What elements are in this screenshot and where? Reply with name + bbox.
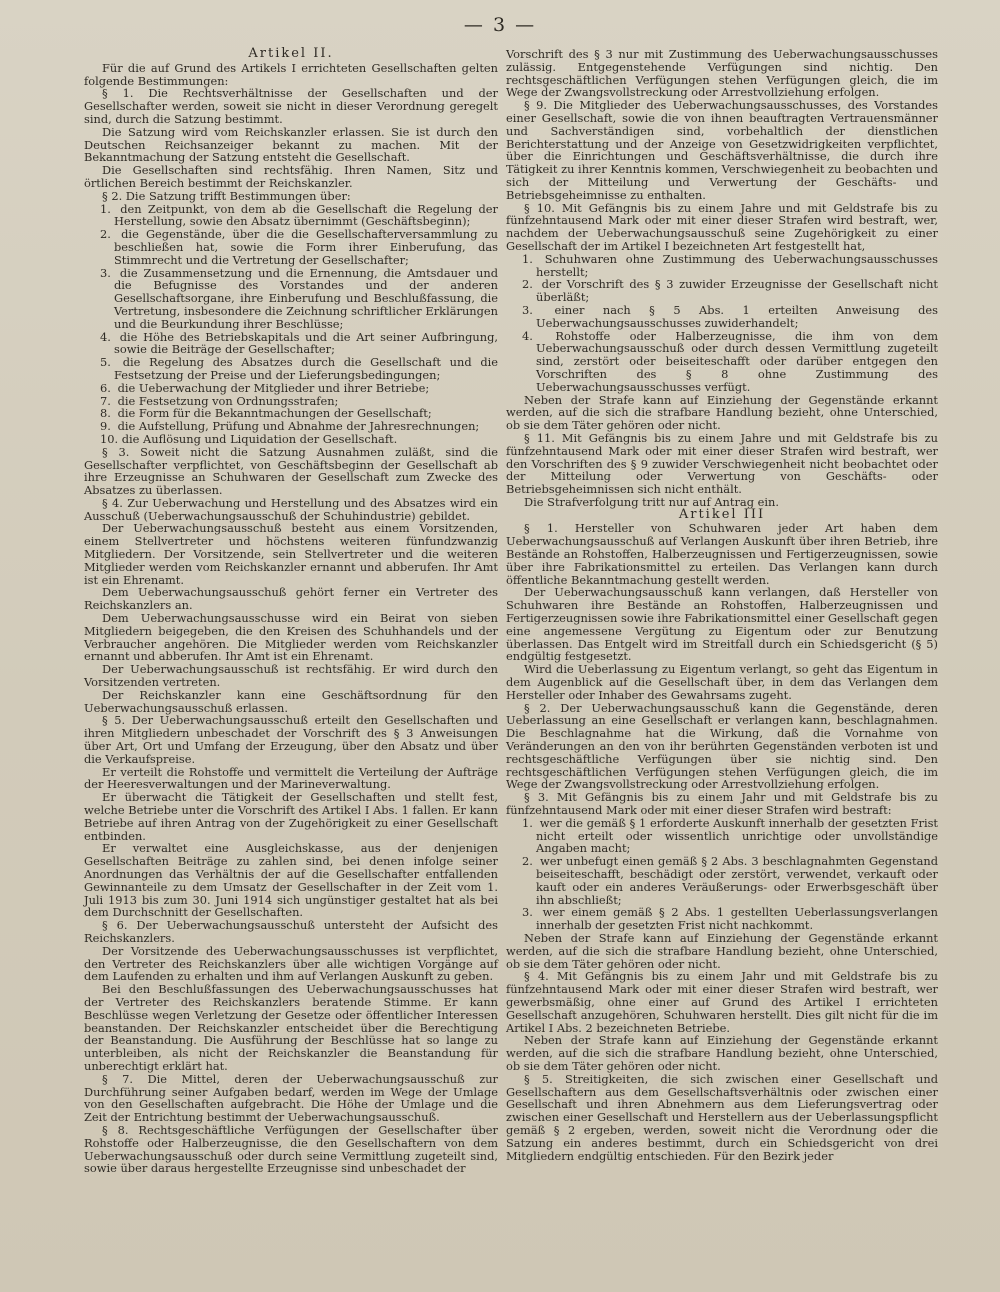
list-number: 2. [522, 854, 533, 869]
left-column [84, 48, 498, 1175]
list-number: 4. [522, 328, 533, 343]
list-text: wer die gemäß § 1 erforderte Auskunft innerhalb der gesetzten Frist nicht erteilt oder wissentlich unrichtige oder unvollständige Angaben macht; [536, 815, 939, 856]
list-text: wer unbefugt einen gemäß § 2 Abs. 3 beschlagnahmten Gegenstand beiseiteschafft, beschädigt oder zerstört, verwendet, verkauft oder kauft oder ein anderes Veräußerungs- oder Erwerbsgeschäft über ihn abschließt; [536, 854, 938, 907]
paragraph: Der Reichskanzler kann eine Geschäftsordnung für den Ueberwachungsausschuß erlassen. [84, 687, 498, 715]
list-item [506, 253, 938, 279]
list-item [84, 331, 498, 357]
paragraph: § 4. Mit Gefängnis bis zu einem Jahr und mit Geldstrafe bis zu fünfzehntausend Mark oder mit einer dieser Strafen wird bestraft, wer gewerbsmäßig, ohne einer auf Grund des Artikel I errichteten Gesellschaft anzugehören, Schuhwaren herstellt. Dies gilt nicht für die im Artikel I Abs. 2 bezeichneten Betriebe. [506, 969, 938, 1035]
list-number: 1. [522, 815, 533, 830]
list-number: 5. [100, 355, 111, 370]
list-number: 9. [100, 419, 111, 434]
list-number: 7. [100, 393, 111, 408]
paragraph: § 3. Mit Gefängnis bis zu einem Jahr und mit Geldstrafe bis zu fünfzehntausend Mark oder mit einer dieser Strafen wird bestraft: [506, 790, 938, 818]
paragraph: § 10. Mit Gefängnis bis zu einem Jahre und mit Geldstrafe bis zu fünfzehntausend Mark oder mit einer dieser Strafen wird bestraft, wer, nachdem der Ueberwachungsausschuß seine Zugehörigkeit zu einer Gesellschaft der im Artikel I bezeichneten Art festgestellt hat, [506, 200, 938, 253]
paragraph: Der Ueberwachungsausschuß besteht aus einem Vorsitzenden, einem Stellvertreter und höchstens weiteren fünfundzwanzig Mitgliedern. Der Vorsitzende, sein Stellvertreter und die weiteren Mitglieder werden vom Reichskanzler ernannt und abberufen. Ihr Amt ist ein Ehrenamt. [84, 521, 498, 587]
list-text: die Aufstellung, Prüfung und Abnahme der Jahresrechnungen; [117, 419, 480, 434]
page-number: — 3 — [463, 14, 537, 36]
list-item [84, 267, 498, 331]
list-item [506, 278, 938, 304]
list-number: 3. [100, 265, 111, 280]
list-text: die Höhe des Betriebskapitals und die Art seiner Aufbringung, sowie die Beiträge der Gesellschafter; [114, 329, 498, 357]
paragraph: § 1. Hersteller von Schuhwaren jeder Art haben dem Ueberwachungsausschuß auf Verlangen Auskunft über ihren Betrieb, ihre Bestände an Rohstoffen, Halberzeugnissen und Fertigerzeugnissen, sowie über ihre Fabrikationsmittel zu erteilen. Das Verlangen kann durch öffentliche Bekanntmachung gestellt werden. [506, 521, 938, 587]
paragraph: § 9. Die Mitglieder des Ueberwachungsausschusses, des Vorstandes einer Gesellschaft, sowie die von ihnen beauftragten Vertrauensmänner und Sachverständigen sind, vorbehaltlich der dienstlichen Berichterstattung und der Anzeige von Gesetzwidrigkeiten verpflichtet, über die Einrichtungen und Geschäftsverhältnisse, die durch ihre Tätigkeit zu ihrer Kenntnis kommen, Verschwiegenheit zu beobachten und sich der Mitteilung und Verwertung der Geschäfts- und Betriebsgeheimnisse zu enthalten. [506, 98, 938, 202]
list-text: Rohstoffe oder Halberzeugnisse, die ihm von dem Ueberwachungsausschuß oder durch dessen Vermittlung zugeteilt sind, zerstört oder beiseiteschafft oder darüber entgegen den Vorschriften des § 8 ohne Zustimmung des Ueberwachungsausschusses verfügt. [536, 328, 938, 394]
list-text: die Gegenstände, über die die Gesellschafterversammlung zu beschließen hat, sowie die Form ihrer Einberufung, das Stimmrecht und die Vertretung der Gesellschafter; [114, 227, 499, 267]
list-text: wer einem gemäß § 2 Abs. 1 gestellten Ueberlassungsverlangen innerhalb der gesetzten Frist nicht nachkommt. [536, 905, 938, 933]
list-number: 4. [100, 329, 111, 344]
paragraph: Der Vorsitzende des Ueberwachungsausschusses ist verpflichtet, den Vertreter des Reichskanzlers über alle wichtigen Vorgänge auf dem Laufenden zu erhalten und ihm auf Verlangen Auskunft zu geben. [84, 943, 498, 984]
list-number: 2. [100, 227, 111, 242]
article-heading: Artikel II. [248, 46, 334, 61]
paragraph: Neben der Strafe kann auf Einziehung der Gegenstände erkannt werden, auf die sich die strafbare Handlung bezieht, ohne Unterschied, ob sie dem Täter gehören oder nicht. [506, 1033, 938, 1073]
list-number: 1. [522, 251, 533, 266]
list-text: die Zusammensetzung und die Ernennung, die Amtsdauer und die Befugnisse des Vorstandes und der anderen Gesellschaftsorgane, ihre Einberufung und Beschlußfassung, die Vertretung, insbesondere die Zeichnung schriftlicher Erklärungen und die Beurkundung ihrer Beschlüsse; [114, 265, 498, 331]
list-number: 3. [522, 905, 533, 920]
paragraph: Er überwacht die Tätigkeit der Gesellschaften und stellt fest, welche Betriebe unter die Vorschrift des Artikel I Abs. 1 fallen. Er kann Betriebe auf ihren Antrag von der Zugehörigkeit zu einer Gesellschaft entbinden. [84, 790, 498, 843]
paragraph: Wird die Ueberlassung zu Eigentum verlangt, so geht das Eigentum in dem Augenblick auf die Gesellschaft über, in dem das Verlangen dem Hersteller oder Inhaber des Gewahrsams zugeht. [506, 662, 938, 702]
paragraph: Bei den Beschlußfassungen des Ueberwachungsausschusses hat der Vertreter des Reichskanzlers beratende Stimme. Er kann Beschlüsse wegen Verletzung der Gesetze oder öffentlicher Interessen beanstanden. Der Reichskanzler entscheidet über die Berechtigung der Beanstandung. Die Ausführung der Beschlüsse hat so lange zu unterbleiben, als nicht der Reichskanzler die Beanstandung für unberechtigt erklärt hat. [84, 982, 498, 1073]
list-item [84, 356, 498, 382]
paragraph: Neben der Strafe kann auf Einziehung der Gegenstände erkannt werden, auf die sich die strafbare Handlung bezieht, ohne Unterschied, ob sie dem Täter gehören oder nicht. [506, 930, 938, 971]
list-item [84, 203, 498, 229]
paragraph: § 2. Die Satzung trifft Bestimmungen über: [102, 188, 351, 203]
paragraph: Der Ueberwachungsausschuß ist rechtsfähig. Er wird durch den Vorsitzenden vertreten. [84, 662, 498, 690]
list-number: 8. [100, 406, 111, 421]
list-item [506, 855, 938, 906]
list-number: 6. [100, 380, 111, 395]
list-number: 2. [522, 277, 533, 292]
paragraph: § 3. Soweit nicht die Satzung Ausnahmen zuläßt, sind die Gesellschafter verpflichtet, von Geschäftsbeginn der Gesellschaft ab ihre Erzeugnisse an Schuhwaren der Gesellschaft zum Zwecke des Absatzes zu überlassen. [84, 444, 498, 498]
paragraph: Neben der Strafe kann auf Einziehung der Gegenstände erkannt werden, auf die sich die strafbare Handlung bezieht, ohne Unterschied, ob sie dem Täter gehören oder nicht. [506, 392, 938, 433]
paragraph: § 11. Mit Gefängnis bis zu einem Jahre und mit Geldstrafe bis zu fünfzehntausend Mark oder mit einer dieser Strafen wird bestraft, wer den Vorschriften des § 9 zuwider Verschwiegenheit nicht beobachtet oder der Mitteilung oder Verwertung von Geschäfts- oder Betriebsgeheimnissen sich nicht enthält. [506, 430, 938, 497]
list-item [506, 304, 938, 330]
paragraph: Er verwaltet eine Ausgleichskasse, aus der denjenigen Gesellschaften Beiträge zu zahlen sind, bei denen infolge seiner Anordnungen das Verhältnis der auf die Gesellschafter entfallenden Gewinnanteile zu dem Umsatz der Gesellschafter in der Zeit vom 1. Juli 1913 bis zum 30. Juni 1914 sich ungünstiger gestaltet hat als bei dem Durchschnitt der Gesellschaften. [84, 841, 498, 920]
paragraph: § 7. Die Mittel, deren der Ueberwachungsausschuß zur Durchführung seiner Aufgaben bedarf, werden im Wege der Umlage von den Gesellschaften aufgebracht. Die Höhe der Umlage und die Zeit der Entrichtung bestimmt der Ueberwachungsausschuß. [84, 1071, 498, 1125]
paragraph: Vorschrift des § 3 nur mit Zustimmung des Ueberwachungsausschusses zulässig. Entgegenstehende Verfügungen sind nichtig. Den rechtsgeschäftlichen Verfügungen stehen Verfügungen gleich, die im Wege der Zwangsvollstreckung oder Arrestvollziehung erfolgen. [506, 47, 938, 100]
list-number: 10. [100, 431, 119, 446]
numbered-list [506, 253, 938, 394]
paragraph: § 4. Zur Ueberwachung und Herstellung und des Absatzes wird ein Ausschuß (Ueberwachungsausschuß der Schuhindustrie) gebildet. [84, 495, 498, 523]
list-text: die Ueberwachung der Mitglieder und ihrer Betriebe; [117, 380, 430, 395]
paragraph: Der Ueberwachungsausschuß kann verlangen, daß Hersteller von Schuhwaren ihre Bestände an Rohstoffen, Halberzeugnissen und Fertigerzeugnissen sowie ihre Fabrikationsmittel einer Gesellschaft gegen eine angemessene Vergütung zu Eigentum oder zur Benutzung überlassen. Das Entgelt wird im Streitfall durch ein Schiedsgericht (§ 5) endgültig festgesetzt. [506, 585, 938, 664]
paragraph: Die Strafverfolgung tritt nur auf Antrag ein. [524, 494, 779, 509]
list-text: die Auflösung und Liquidation der Gesellschaft. [121, 431, 398, 446]
numbered-list [84, 203, 498, 446]
paragraph: § 1. Die Rechtsverhältnisse der Gesellschaften und der Gesellschafter werden, soweit sie nicht in dieser Verordnung geregelt sind, durch die Satzung bestimmt. [84, 86, 498, 126]
paragraph: Er verteilt die Rohstoffe und vermittelt die Verteilung der Aufträge der Heeresverwaltungen und der Marineverwaltung. [84, 764, 498, 792]
article-heading: Artikel III [678, 506, 766, 522]
paragraph: Die Gesellschaften sind rechtsfähig. Ihren Namen, Sitz und örtlichen Bereich bestimmt der Reichskanzler. [84, 163, 498, 190]
list-item [506, 817, 938, 855]
list-text: den Zeitpunkt, von dem ab die Gesellschaft die Regelung der Herstellung, sowie den Absatz übernimmt (Geschäftsbeginn); [114, 201, 498, 229]
paragraph: § 5. Der Ueberwachungsausschuß erteilt den Gesellschaften und ihren Mitgliedern unbeschadet der Vorschrift des § 3 Anweisungen über Art, Ort und Umfang der Erzeugung, über den Absatz und über die Verkaufspreise. [84, 713, 498, 766]
paragraph: § 8. Rechtsgeschäftliche Verfügungen der Gesellschafter über Rohstoffe oder Halberzeugnisse, die den Gesellschaftern von dem Ueberwachungsausschuß oder durch seine Vermittlung zugeteilt sind, sowie über daraus hergestellte Erzeugnisse sind unbeschadet der [84, 1122, 498, 1176]
paragraph: Die Satzung wird vom Reichskanzler erlassen. Sie ist durch den Deutschen Reichsanzeiger bekannt zu machen. Mit der Bekanntmachung der Satzung entsteht die Gesellschaft. [84, 124, 498, 165]
paragraph: Dem Ueberwachungsausschuß gehört ferner ein Vertreter des Reichskanzlers an. [84, 585, 498, 613]
paragraph: § 5. Streitigkeiten, die sich zwischen einer Gesellschaft und Gesellschaftern aus dem Gesellschaftsverhältnis oder zwischen einer Gesellschaft und ihren Abnehmern aus dem Lieferungsvertrag oder zwischen einer Gesellschaft und Herstellern aus der Ueberlassungspflicht gemäß § 2 ergeben, werden, soweit nicht die Verordnung oder die Satzung ein anderes bestimmt, durch ein Schiedsgericht von drei Mitgliedern endgültig entschieden. Für den Bezirk jeder [506, 1071, 938, 1163]
paragraph: Dem Ueberwachungsausschusse wird ein Beirat von sieben Mitgliedern beigegeben, die den Kreisen des Schuhhandels und der Verbraucher angehören. Die Mitglieder werden vom Reichskanzler ernannt und abberufen. Ihr Amt ist ein Ehrenamt. [84, 611, 498, 664]
list-text: der Vorschrift des § 3 zuwider Erzeugnisse der Gesellschaft nicht überläßt; [536, 277, 939, 305]
numbered-list [506, 817, 938, 932]
list-text: einer nach § 5 Abs. 1 erteilten Anweisung des Ueberwachungsausschusses zuwiderhandelt; [536, 302, 939, 330]
list-item [84, 228, 498, 266]
list-item [506, 330, 938, 394]
right-column [506, 48, 938, 1162]
list-text: Schuhwaren ohne Zustimmung des Ueberwachungsausschusses herstellt; [536, 251, 938, 279]
list-number: 3. [522, 302, 533, 317]
paragraph: § 2. Der Ueberwachungsausschuß kann die Gegenstände, deren Ueberlassung an eine Gesellschaft er verlangen kann, beschlagnahmen. Die Beschlagnahme hat die Wirkung, daß die Vornahme von Veränderungen an den von ihr berührten Gegenständen verboten ist und rechtsgeschäftliche Verfügungen über sie nichtig sind. Den rechtsgeschäftlichen Verfügungen stehen Verfügungen gleich, die im Wege der Zwangsvollstreckung oder Arrestvollziehung erfolgen. [506, 700, 938, 792]
list-text: die Festsetzung von Ordnungsstrafen; [117, 393, 339, 408]
list-text: die Regelung des Absatzes durch die Gesellschaft und die Festsetzung der Preise und der Lieferungsbedingungen; [114, 355, 499, 382]
list-item [84, 433, 498, 446]
paragraph: § 6. Der Ueberwachungsausschuß untersteht der Aufsicht des Reichskanzlers. [84, 918, 498, 945]
list-item [506, 906, 938, 932]
paragraph: Für die auf Grund des Artikels I errichteten Gesellschaften gelten folgende Bestimmungen: [84, 60, 498, 88]
list-number: 1. [100, 201, 111, 216]
list-text: die Form für die Bekanntmachungen der Gesellschaft; [117, 406, 432, 421]
